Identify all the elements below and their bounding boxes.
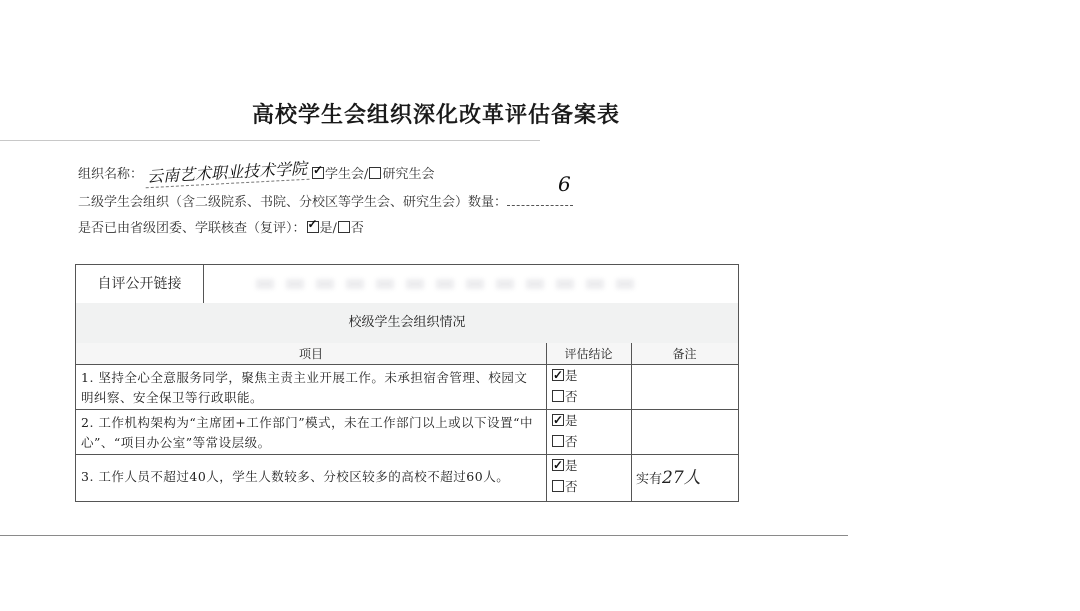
separator: / xyxy=(364,167,369,182)
table-row-3-result xyxy=(546,455,631,501)
row-3-note-prefix: 实有 xyxy=(636,472,663,487)
table-row-1-note xyxy=(631,365,738,410)
org-name-line xyxy=(78,158,435,187)
option-student-union: 学生会 xyxy=(325,167,365,182)
table-row-3-item: 3. 工作人员不超过40人，学生人数较多、分校区较多的高校不超过60人。 xyxy=(81,469,510,484)
row-3-no-label: 否 xyxy=(565,479,578,494)
org-name-handwritten: 云南艺术职业技术学院 xyxy=(144,156,309,189)
secondary-count-handwritten: 6 xyxy=(558,172,571,196)
row-1-no-label: 否 xyxy=(565,389,578,404)
table-row-2-note xyxy=(631,410,738,455)
table-row-2-result xyxy=(546,410,631,455)
section-title: 校级学生会组织情况 xyxy=(76,303,738,344)
checkbox-review-no[interactable] xyxy=(338,221,350,233)
checkbox-graduate-union[interactable] xyxy=(369,167,381,179)
row-2-no-checkbox[interactable] xyxy=(552,435,564,447)
row-1-no-checkbox[interactable] xyxy=(552,390,564,402)
row-3-yes-label: 是 xyxy=(565,458,578,473)
secondary-count-label: 二级学生会组织（含二级院系、书院、分校区等学生会、研究生会）数量： xyxy=(78,195,508,210)
scan-edge-line xyxy=(0,535,848,536)
secondary-count-line xyxy=(78,191,573,210)
table-row-1-result xyxy=(546,365,631,410)
header-note: 备注 xyxy=(631,343,738,365)
checkbox-review-yes[interactable] xyxy=(307,221,319,233)
form-title: 高校学生会组织深化改革评估备案表 xyxy=(252,102,621,128)
table-row-3-note xyxy=(631,455,738,501)
table-row-1-item: 1. 坚持全心全意服务同学，聚焦主责主业开展工作。未承担宿舍管理、校园文明纠察、安全保卫等行政职能。 xyxy=(76,365,546,410)
table-row-2-item: 2. 工作机构架构为“主席团+工作部门”模式，未在工作部门以上或以下设置“中心”、“项目办公室”等常设层级。 xyxy=(76,410,546,455)
column-divider xyxy=(546,343,547,501)
checkbox-student-union[interactable] xyxy=(312,167,324,179)
link-label: 自评公开链接 xyxy=(76,265,204,303)
row-3-yes-checkbox[interactable] xyxy=(552,459,564,471)
scan-edge-line xyxy=(0,140,540,141)
row-2-no-label: 否 xyxy=(565,434,578,449)
header-result: 评估结论 xyxy=(546,343,631,365)
header-item: 项目 xyxy=(76,343,546,365)
row-1-yes-label: 是 xyxy=(565,368,578,383)
review-label: 是否已由省级团委、学联核查（复评）： xyxy=(78,221,306,236)
row-3-note-handwritten: 27人 xyxy=(662,468,701,488)
row-3-no-checkbox[interactable] xyxy=(552,480,564,492)
review-yes-label: 是 xyxy=(319,221,333,236)
review-no-label: 否 xyxy=(350,221,364,236)
secondary-count-blank[interactable] xyxy=(507,195,573,206)
column-divider xyxy=(631,343,632,501)
row-1-yes-checkbox[interactable] xyxy=(552,369,564,381)
link-row xyxy=(76,265,738,304)
review-line xyxy=(78,217,364,236)
org-name-label: 组织名称： xyxy=(78,167,144,182)
row-2-yes-checkbox[interactable] xyxy=(552,414,564,426)
redacted-link xyxy=(256,279,636,289)
option-graduate-union: 研究生会 xyxy=(382,167,435,182)
assessment-table xyxy=(75,264,739,502)
row-2-yes-label: 是 xyxy=(565,413,578,428)
separator: / xyxy=(332,221,337,236)
